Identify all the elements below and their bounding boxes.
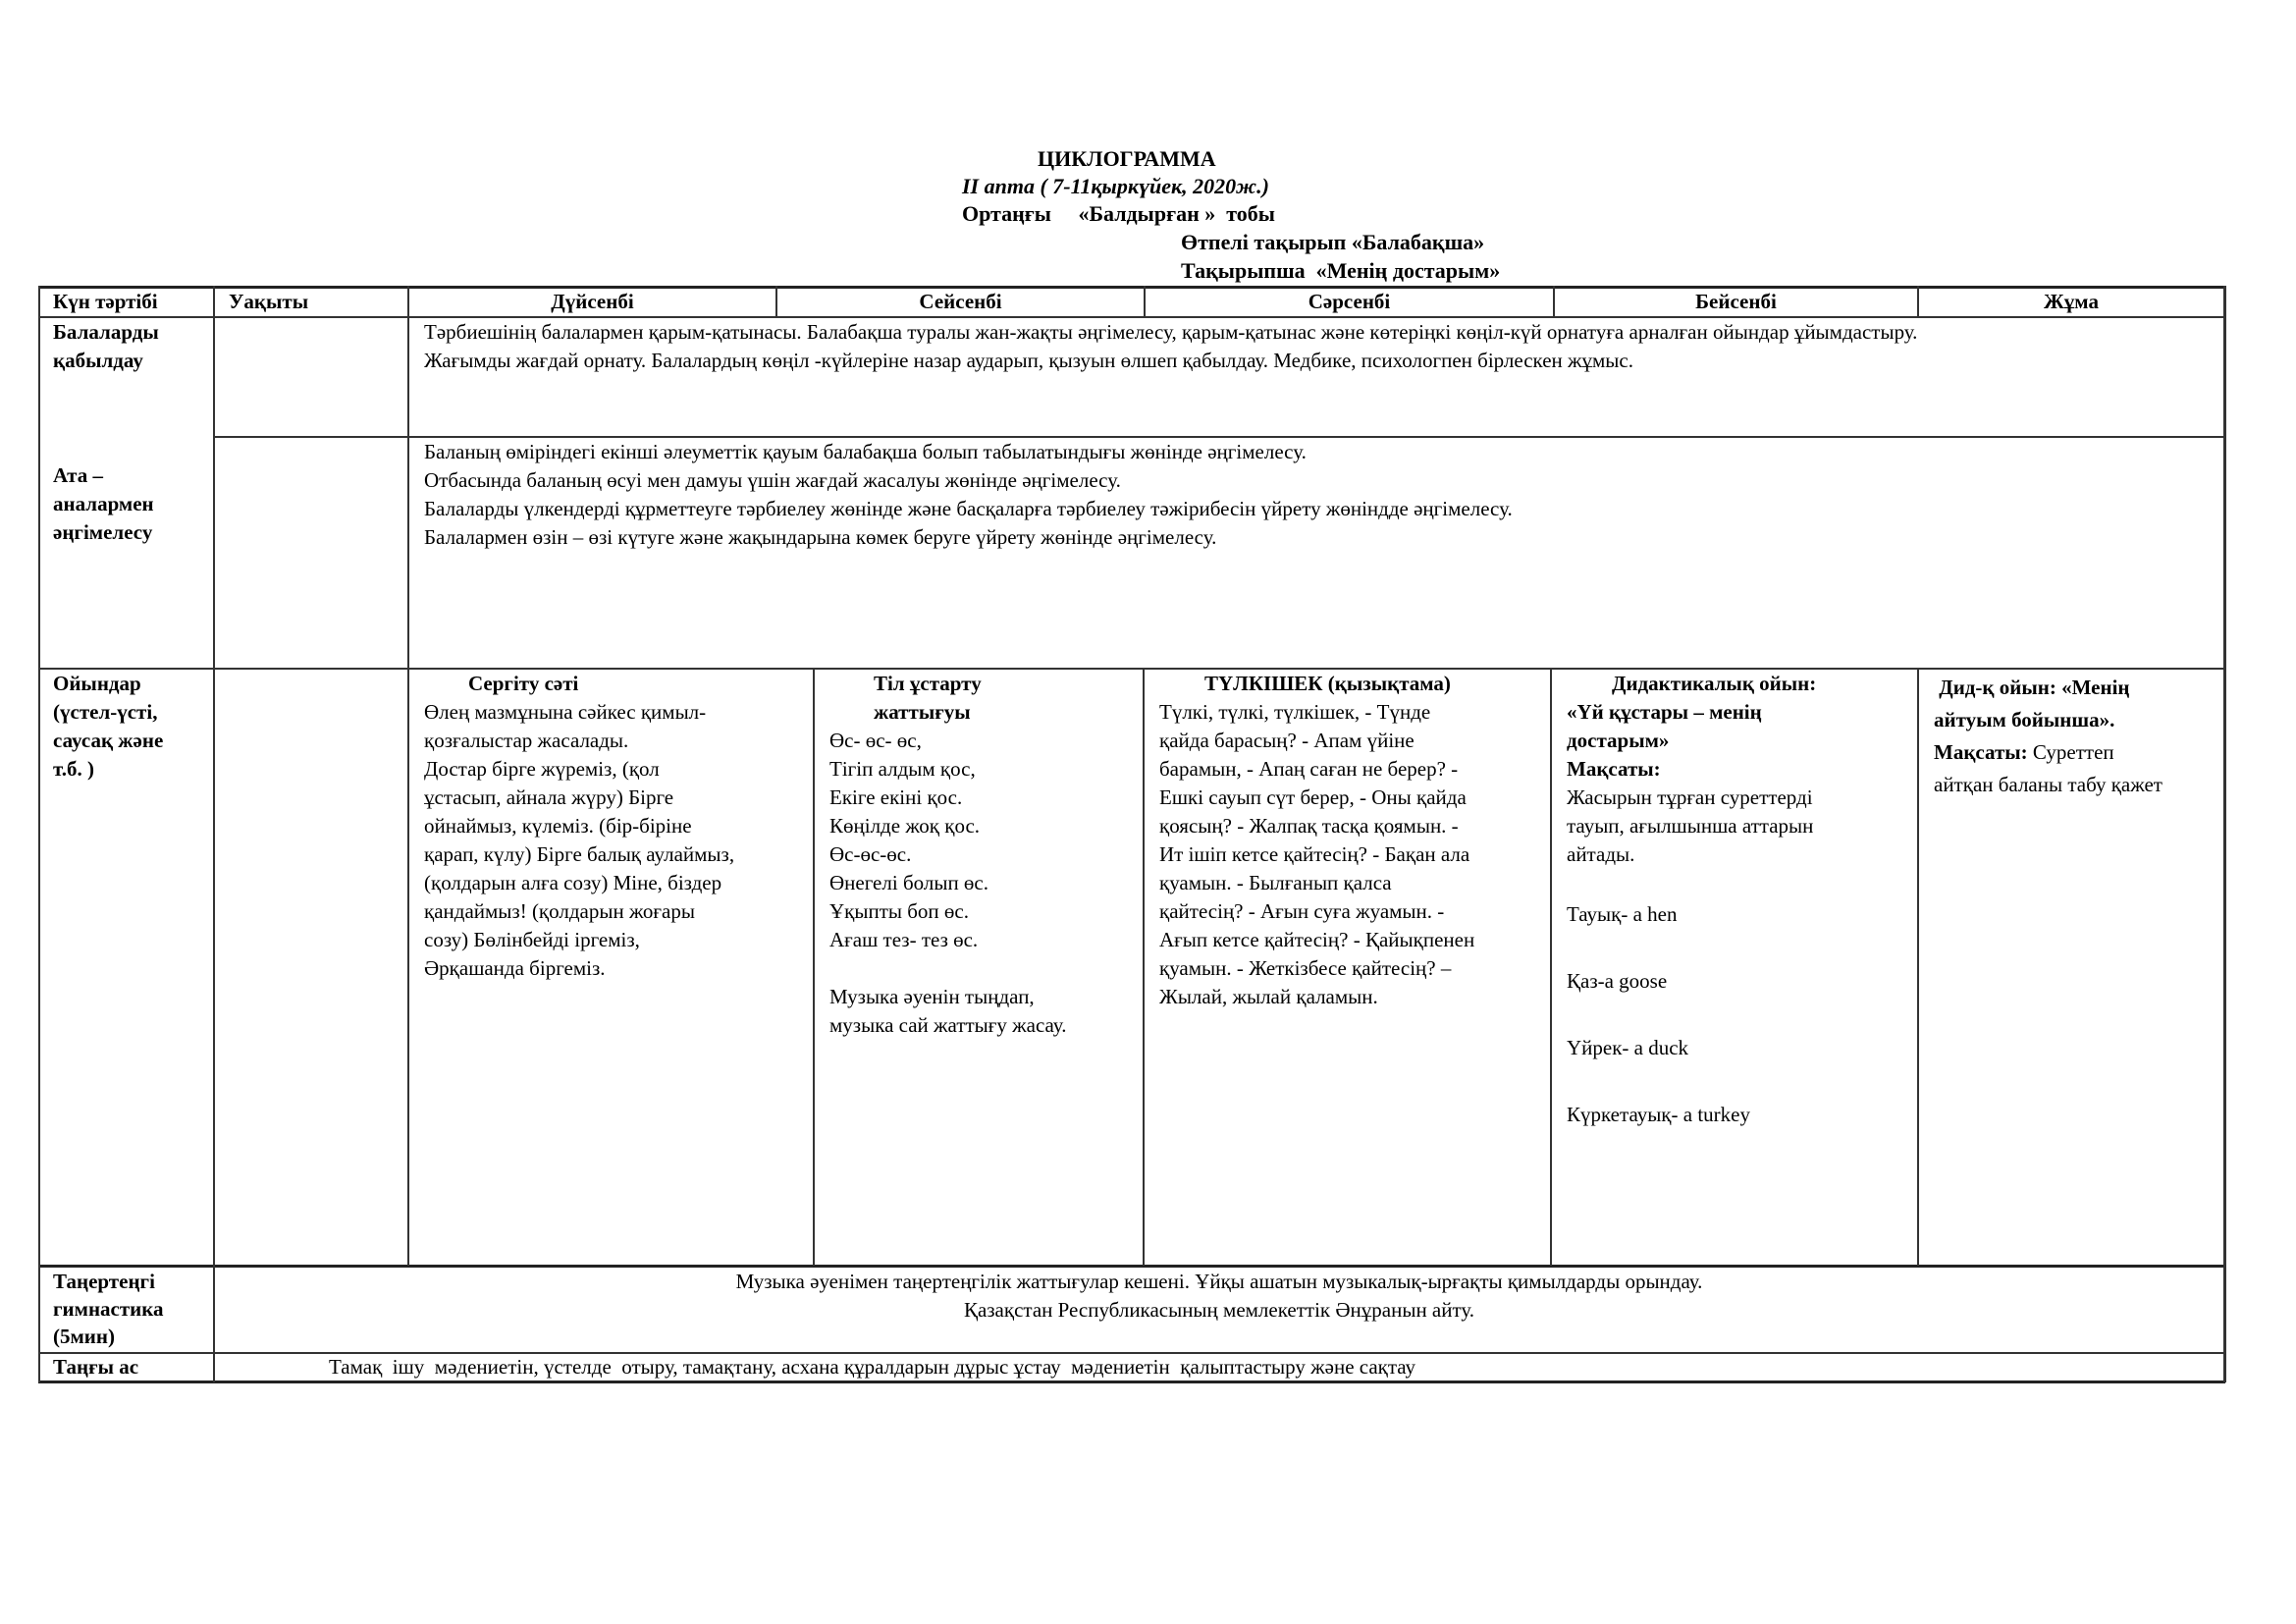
week-label: II апта ( 7-11қыркүйек, 2020ж.): [962, 174, 1269, 198]
text-line: айтады.: [1567, 842, 1635, 866]
text-line: Өс-өс-өс.: [829, 842, 912, 866]
text-line: Балаларды үлкендерді құрметтеуге тәрбиелеу жөнінде және басқаларға тәрбиелеу тәжірибесін үйрету жөніндде әңгімелесу.: [424, 497, 1513, 520]
vocab-item: Тауық- a hen: [1567, 902, 1678, 926]
text-line: қоясың? - Жалпақ тасқа қоямын. -: [1159, 814, 1459, 838]
col-divider: [1917, 668, 1919, 1266]
row-label-breakfast: Таңғы ас: [53, 1355, 139, 1379]
text-line: Әрқашанда біргеміз.: [424, 956, 606, 980]
text-line: Тәрбиешінің балалармен қарым-қатынасы. Балабақша туралы жан-жақты әңгімелесу, қарым-қатынас және көтеріңкі көңіл-күй орнатуға арналған ойындар ұйымдастыру.: [424, 320, 1918, 344]
label-line: т.б. ): [53, 757, 94, 781]
text-line: қайтесің? - Ағын суға жуамын. -: [1159, 899, 1445, 923]
vocab-item: Үйрек- a duck: [1567, 1036, 1689, 1059]
text-line: Ағаш тез- тез өс.: [829, 928, 979, 951]
breakfast-text: Тамақ ішу мәдениетін, үстелде отыру, тамақтану, асхана құралдарын дұрыс ұстау мәдениетін қалыптастыру және сақтау: [329, 1355, 1416, 1379]
text-line: қуамын. - Былғанып қалса: [1159, 871, 1392, 894]
text-line: Жылай, жылай қаламын.: [1159, 985, 1378, 1008]
text-line: Балалармен өзін – өзі күтуге және жақындарына көмек беруге үйрету жөнінде әңгімелесу.: [424, 525, 1217, 549]
document-title: ЦИКЛОГРАММА: [1038, 146, 1216, 171]
label-line: Таңертеңгі: [53, 1270, 155, 1293]
label-line: Балаларды: [53, 320, 159, 344]
header-thursday: Бейсенбі: [1695, 290, 1777, 313]
text-line: Ешкі сауып сүт берер, - Оны қайда: [1159, 785, 1467, 809]
text-line: ойнаймыз, күлеміз. (бір-біріне: [424, 814, 692, 838]
label-line: әңгімелесу: [53, 520, 153, 544]
header-monday: Дүйсенбі: [551, 290, 634, 313]
text-line: Жасырын тұрған суреттерді: [1567, 785, 1813, 809]
text-line: Жағымды жағдай орнату. Балалардың көңіл -күйлеріне назар аударып, қызуын өлшеп қабылдау. Медбике, психологпен бірлескен жұмыс.: [424, 349, 1633, 372]
header-tuesday: Сейсенбі: [919, 290, 1002, 313]
group-label: Ортаңғы «Балдырған » тобы: [962, 201, 1275, 226]
games-friday: [1934, 672, 2163, 801]
subtheme-label: Тақырыпша «Менің достарым»: [1181, 258, 1501, 283]
header-wednesday: Сәрсенбі: [1308, 290, 1391, 313]
parents-text: [424, 438, 1513, 552]
games-tuesday: [829, 670, 1066, 1040]
text-line: қуамын. - Жеткізбесе қайтесің? –: [1159, 956, 1452, 980]
theme-label: Өтпелі тақырып «Балабақша»: [1181, 230, 1485, 254]
text-line: созу) Бөлінбейді іргеміз,: [424, 928, 640, 951]
text-line: Түлкі, түлкі, түлкішек, - Түнде: [1159, 700, 1431, 724]
text-line: (қолдарын алға созу) Міне, біздер: [424, 871, 722, 894]
text-line: Музыка әуенін тыңдап,: [829, 985, 1035, 1008]
text-line: Өнегелі болып өс.: [829, 871, 989, 894]
goal-label: Мақсаты:: [1934, 740, 2028, 764]
activity-title: ТҮЛКІШЕК (қызықтама): [1204, 672, 1451, 695]
games-thursday: [1567, 670, 1816, 869]
text-line: барамын, - Апаң саған не берер? -: [1159, 757, 1459, 781]
label-line: Ата –: [53, 463, 103, 487]
text-line: Баланың өміріндегі екінші әлеуметтік қауым балабақша болып табылатындығы жөнінде әңгімелесу.: [424, 440, 1307, 463]
header-time: Уақыты: [229, 290, 309, 313]
label-line: гимнастика: [53, 1297, 164, 1321]
goal-text: Суреттеп: [2027, 740, 2114, 764]
text-line: Өс- өс- өс,: [829, 729, 922, 752]
activity-title: айтуым бойынша».: [1934, 708, 2115, 731]
activity-title: Дид-қ ойын: «Менің: [1934, 676, 2130, 699]
label-line: аналармен: [53, 492, 154, 515]
col-divider: [1550, 668, 1552, 1266]
gymnastics-text: [215, 1268, 2223, 1325]
label-line: (үстел-үсті,: [53, 700, 158, 724]
activity-title: Сергіту сәті: [468, 672, 579, 695]
label-line: қабылдау: [53, 349, 143, 372]
text-line: Отбасында баланың өсуі мен дамуы үшін жағдай жасалуы жөнінде әңгімелесу.: [424, 468, 1121, 492]
row-label-gymnastics: [53, 1268, 164, 1350]
col-divider: [213, 286, 215, 1382]
games-monday: [424, 670, 734, 983]
text-line: қайда барасың? - Апам үйіне: [1159, 729, 1415, 752]
text-line: Ит ішіп кетсе қайтесің? - Бақан ала: [1159, 842, 1470, 866]
text-line: Қазақстан Республикасының мемлекеттік Әнұранын айту.: [963, 1298, 1475, 1322]
activity-title: Дидактикалық ойын:: [1612, 672, 1817, 695]
spacer: [829, 954, 1066, 983]
vocab-item: Күркетауық- a turkey: [1567, 1103, 1750, 1126]
text-line: қандаймыз! (қолдарын жоғары: [424, 899, 695, 923]
text-line: Музыка әуенімен таңертеңгілік жаттығулар кешені. Ұйқы ашатын музыкалық-ырғақты қимылдарды орындау.: [735, 1270, 1703, 1293]
text-line: тауып, ағылшынша аттарын: [1567, 814, 1814, 838]
activity-title: «Үй құстары – менің: [1567, 700, 1762, 724]
activity-title: жаттығуы: [874, 700, 971, 724]
text-line: Екіге екіні қос.: [829, 785, 963, 809]
activity-title: Тіл ұстарту: [874, 672, 982, 695]
activity-title: достарым»: [1567, 729, 1670, 752]
text-line: Көңілде жоқ қос.: [829, 814, 981, 838]
row-label-games: [53, 670, 163, 784]
header-friday: Жұма: [2044, 290, 2099, 313]
row-label-reception: [53, 318, 159, 375]
header-daily-routine: Күн тәртібі: [53, 290, 158, 313]
goal-label: Мақсаты:: [1567, 757, 1661, 781]
vocab-item: Қаз-a goose: [1567, 969, 1668, 993]
table-border-left: [38, 286, 40, 1382]
reception-text: [424, 318, 1917, 375]
table-border-bottom: [38, 1380, 2225, 1383]
text-line: Достар бірге жүреміз, (қол: [424, 757, 660, 781]
table-border-right: [2223, 286, 2226, 1382]
label-line: саусақ және: [53, 729, 164, 752]
row-divider: [38, 668, 2225, 670]
text-line: музыка сай жаттығу жасау.: [829, 1013, 1067, 1037]
text-line: қарап, күлу) Бірге балық аулаймыз,: [424, 842, 735, 866]
text-line: Ағып кетсе қайтесің? - Қайықпенен: [1159, 928, 1475, 951]
row-label-parents: [53, 461, 154, 547]
col-divider: [1143, 668, 1145, 1266]
games-wednesday: [1159, 670, 1474, 1011]
label-line: Ойындар: [53, 672, 141, 695]
text-line: Тігіп алдым қос,: [829, 757, 976, 781]
goal-line: [1934, 736, 2163, 769]
text-line: ұстасып, айнала жүру) Бірге: [424, 785, 674, 809]
label-line: (5мин): [53, 1325, 115, 1348]
text-line: айтқан баланы табу қажет: [1934, 773, 2163, 796]
vocab-list: [1567, 900, 1750, 1167]
col-divider: [407, 286, 409, 1266]
text-line: Өлең мазмұнына сәйкес қимыл-: [424, 700, 707, 724]
col-divider: [813, 668, 815, 1266]
text-line: қозғалыстар жасалады.: [424, 729, 629, 752]
text-line: Ұқыпты боп өс.: [829, 899, 969, 923]
